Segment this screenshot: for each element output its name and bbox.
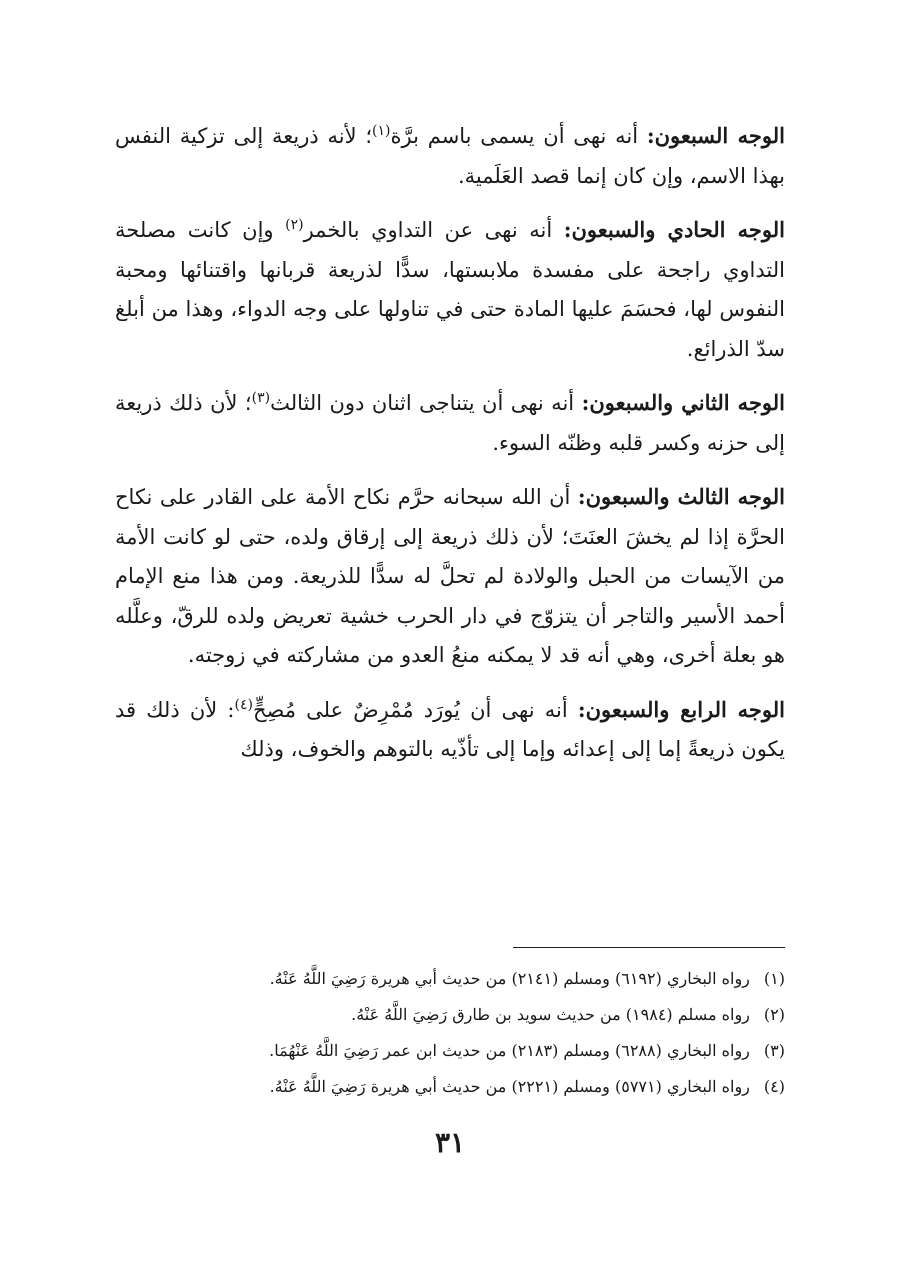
footnote-ref: (٢) <box>285 217 304 233</box>
footnote-number: (١) <box>763 969 785 988</box>
paragraph-74 <box>115 690 785 770</box>
paragraph-70 <box>115 116 785 196</box>
paragraph-text: أنه نهى أن يسمى باسم برَّة <box>390 124 647 148</box>
page-number: ٣١ <box>434 1126 466 1159</box>
footnote-ref: (٣) <box>251 390 271 406</box>
footnote-ref: (١) <box>372 123 391 139</box>
paragraph-text-rest: ؛ لأن ذلك ذريعة إلى حزنه وكسر قلبه وظنّه السوء. <box>115 391 785 455</box>
paragraph-71 <box>115 210 785 369</box>
paragraph-heading: الوجه الرابع والسبعون: <box>577 696 785 722</box>
paragraph-text-rest: وإن كانت مصلحة التداوي راجحة على مفسدة ملابستها، سدًّا لذريعة قربانها واقتنائها ومحبة النفوس لها، فحسَمَ عليها المادة حتى في تناولها على وجه الدواء، وهذا من أبلغ سدّ الذرائع. <box>115 218 785 361</box>
main-text <box>115 116 785 770</box>
paragraph-text: أن الله سبحانه حرَّم نكاح الأمة على القادر على نكاح الحرَّة إذا لم يخشَ العنَتَ؛ لأن ذلك ذريعة إلى إرقاق ولده، حتى لو كانت الأمة من الآيسات من الحبل والولادة لم تحلَّ له سدًّا للذريعة. ومن هذا منع الإمام أحمد الأسير والتاجر أن يتزوّج في دار الحرب خشية تعريض ولده للرقّ، وعلَّله هو بعلة أخرى، وهي أنه قد لا يمكنه منعُ العدو من مشاركته في زوجته. <box>115 485 785 667</box>
book-page <box>115 116 785 1216</box>
paragraph-heading: الوجه الثالث والسبعون: <box>577 484 786 509</box>
paragraph-text-rest: : لأن ذلك قد يكون ذريعةً إما إلى إعدائه وإما إلى تأذّيه بالتوهم والخوف، وذلك <box>115 697 785 761</box>
footnote-2 <box>115 997 785 1033</box>
paragraph-text: أنه نهى أن يتناجى اثنان دون الثالث <box>270 391 582 415</box>
footnote-4 <box>115 1069 785 1105</box>
footnote-1 <box>115 961 785 997</box>
paragraph-heading: الوجه السبعون: <box>646 123 785 148</box>
footnote-text: رواه البخاري (٦٢٨٨) ومسلم (٢١٨٣) من حديث ابن عمر رَضِيَ اللَّهُ عَنْهُمَا. <box>269 1041 750 1060</box>
footnote-text: رواه مسلم (١٩٨٤) من حديث سويد بن طارق رَضِيَ اللَّهُ عَنْهُ. <box>351 1005 750 1024</box>
paragraph-text: أنه نهى أن يُورَد مُمْرِضٌ على مُصِحٍّ <box>252 697 578 722</box>
footnote-number: (٣) <box>763 1041 785 1060</box>
paragraph-heading: الوجه الثاني والسبعون: <box>581 390 786 415</box>
paragraph-text-rest: ؛ لأنه ذريعة إلى تزكية النفس بهذا الاسم، وإن كان إنما قصد العَلَمية. <box>115 124 785 188</box>
paragraph-73 <box>115 477 785 676</box>
footnotes <box>115 961 785 1105</box>
footnote-3 <box>115 1033 785 1069</box>
paragraph-heading: الوجه الحادي والسبعون: <box>563 217 785 242</box>
footnote-text: رواه البخاري (٥٧٧١) ومسلم (٢٢٢١) من حديث أبي هريرة رَضِيَ اللَّهُ عَنْهُ. <box>269 1077 750 1096</box>
paragraph-text: أنه نهى عن التداوي بالخمر <box>303 218 564 242</box>
footnote-number: (٢) <box>763 1005 785 1024</box>
footnote-ref: (٤) <box>234 696 253 713</box>
footnote-number: (٤) <box>763 1077 785 1096</box>
footnote-text: رواه البخاري (٦١٩٢) ومسلم (٢١٤١) من حديث أبي هريرة رَضِيَ اللَّهُ عَنْهُ. <box>269 969 750 988</box>
footnote-divider <box>513 947 785 948</box>
paragraph-72 <box>115 383 785 463</box>
